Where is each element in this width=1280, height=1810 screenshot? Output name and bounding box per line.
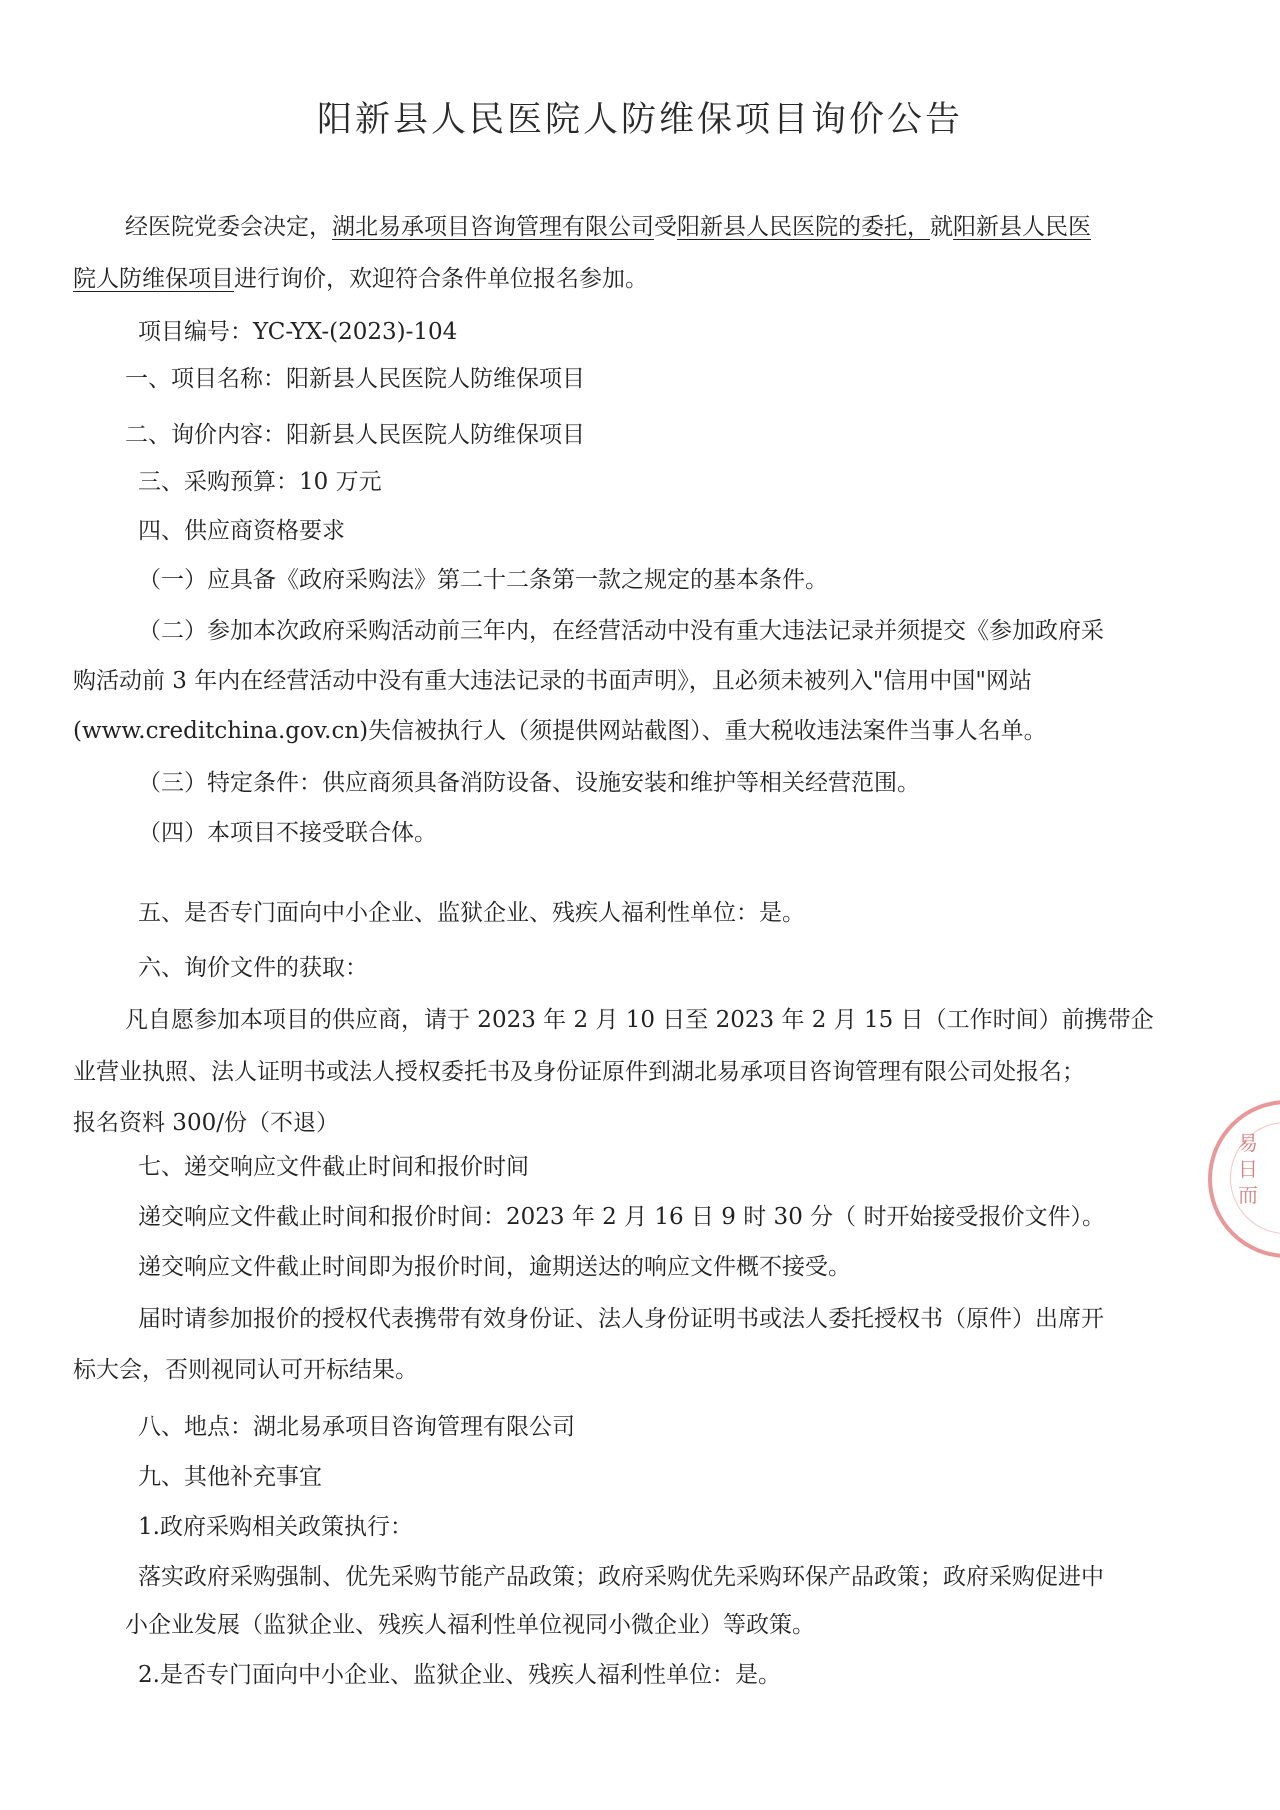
section-7-line-4: 标大会，否则视同认可开标结果。	[73, 1357, 418, 1383]
section-6: 六、询价文件的获取：	[138, 955, 368, 981]
section-7: 七、递交响应文件截止时间和报价时间	[138, 1154, 529, 1180]
section-3: 三、采购预算：10 万元	[138, 469, 382, 495]
project-name-part: 阳新县人民医	[953, 214, 1091, 240]
section-6-line-3: 报名资料 300/份（不退）	[73, 1110, 339, 1136]
intro-line-1	[125, 212, 1091, 242]
intro-text: 进行询价，欢迎符合条件单位报名参加。	[234, 266, 648, 292]
section-4-item-2-line-1: （二）参加本次政府采购活动前三年内，在经营活动中没有重大违法记录并须提交《参加政府采	[138, 618, 1104, 644]
agency-name: 湖北易承项目咨询管理有限公司	[332, 214, 654, 240]
project-number: 项目编号：YC-YX-(2023)-104	[138, 319, 458, 345]
section-2: 二、询价内容：阳新县人民医院人防维保项目	[125, 422, 585, 448]
section-5: 五、是否专门面向中小企业、监狱企业、残疾人福利性单位：是。	[138, 900, 805, 926]
section-4-item-4: （四）本项目不接受联合体。	[138, 820, 437, 846]
section-8: 八、地点：湖北易承项目咨询管理有限公司	[138, 1414, 575, 1440]
section-7-line-1: 递交响应文件截止时间和报价时间：2023 年 2 月 16 日 9 时 30 分（ 时开始接受报价文件）。	[138, 1204, 1105, 1230]
section-7-line-3: 届时请参加报价的授权代表携带有效身份证、法人身份证明书或法人委托授权书（原件）出席开	[138, 1306, 1104, 1332]
section-7-line-2: 递交响应文件截止时间即为报价时间，逾期送达的响应文件概不接受。	[138, 1254, 851, 1280]
section-4-item-2-line-3: (www.creditchina.gov.cn)失信被执行人（须提供网站截图）、重大税收违法案件当事人名单。	[73, 718, 1047, 744]
intro-line-2	[73, 264, 648, 294]
section-9-item-2: 2.是否专门面向中小企业、监狱企业、残疾人福利性单位：是。	[138, 1662, 781, 1688]
section-9: 九、其他补充事宜	[138, 1464, 322, 1490]
section-4-item-3: （三）特定条件：供应商须具备消防设备、设施安装和维护等相关经营范围。	[138, 770, 920, 796]
document-title: 阳新县人民医院人防维保项目询价公告	[316, 100, 963, 140]
section-9-item-1: 1.政府采购相关政策执行：	[138, 1514, 413, 1540]
section-1: 一、项目名称：阳新县人民医院人防维保项目	[125, 366, 585, 392]
official-seal-text: 易日而	[1238, 1131, 1258, 1207]
section-6-line-1: 凡自愿参加本项目的供应商，请于 2023 年 2 月 10 日至 2023 年 2 月 15 日（工作时间）前携带企	[125, 1007, 1154, 1033]
section-6-line-2: 业营业执照、法人证明书或法人授权委托书及身份证原件到湖北易承项目咨询管理有限公司处报名；	[73, 1059, 1085, 1085]
intro-text: 就	[930, 214, 953, 240]
intro-text: 受	[654, 214, 677, 240]
section-9-item-1-line-1: 落实政府采购强制、优先采购节能产品政策；政府采购优先采购环保产品政策；政府采购促进中	[138, 1564, 1104, 1590]
client-name: 阳新县人民医院的委托，	[677, 214, 930, 240]
intro-text: 经医院党委会决定，	[125, 214, 332, 240]
section-4-item-2-line-2: 购活动前 3 年内在经营活动中没有重大违法记录的书面声明》，且必须未被列入"信用中国"网站	[73, 668, 1032, 694]
section-4: 四、供应商资格要求	[138, 518, 345, 544]
project-name-part: 院人防维保项目	[73, 266, 234, 292]
section-9-item-1-line-2: 小企业发展（监狱企业、残疾人福利性单位视同小微企业）等政策。	[125, 1612, 815, 1638]
section-4-item-1: （一）应具备《政府采购法》第二十二条第一款之规定的基本条件。	[138, 567, 828, 593]
